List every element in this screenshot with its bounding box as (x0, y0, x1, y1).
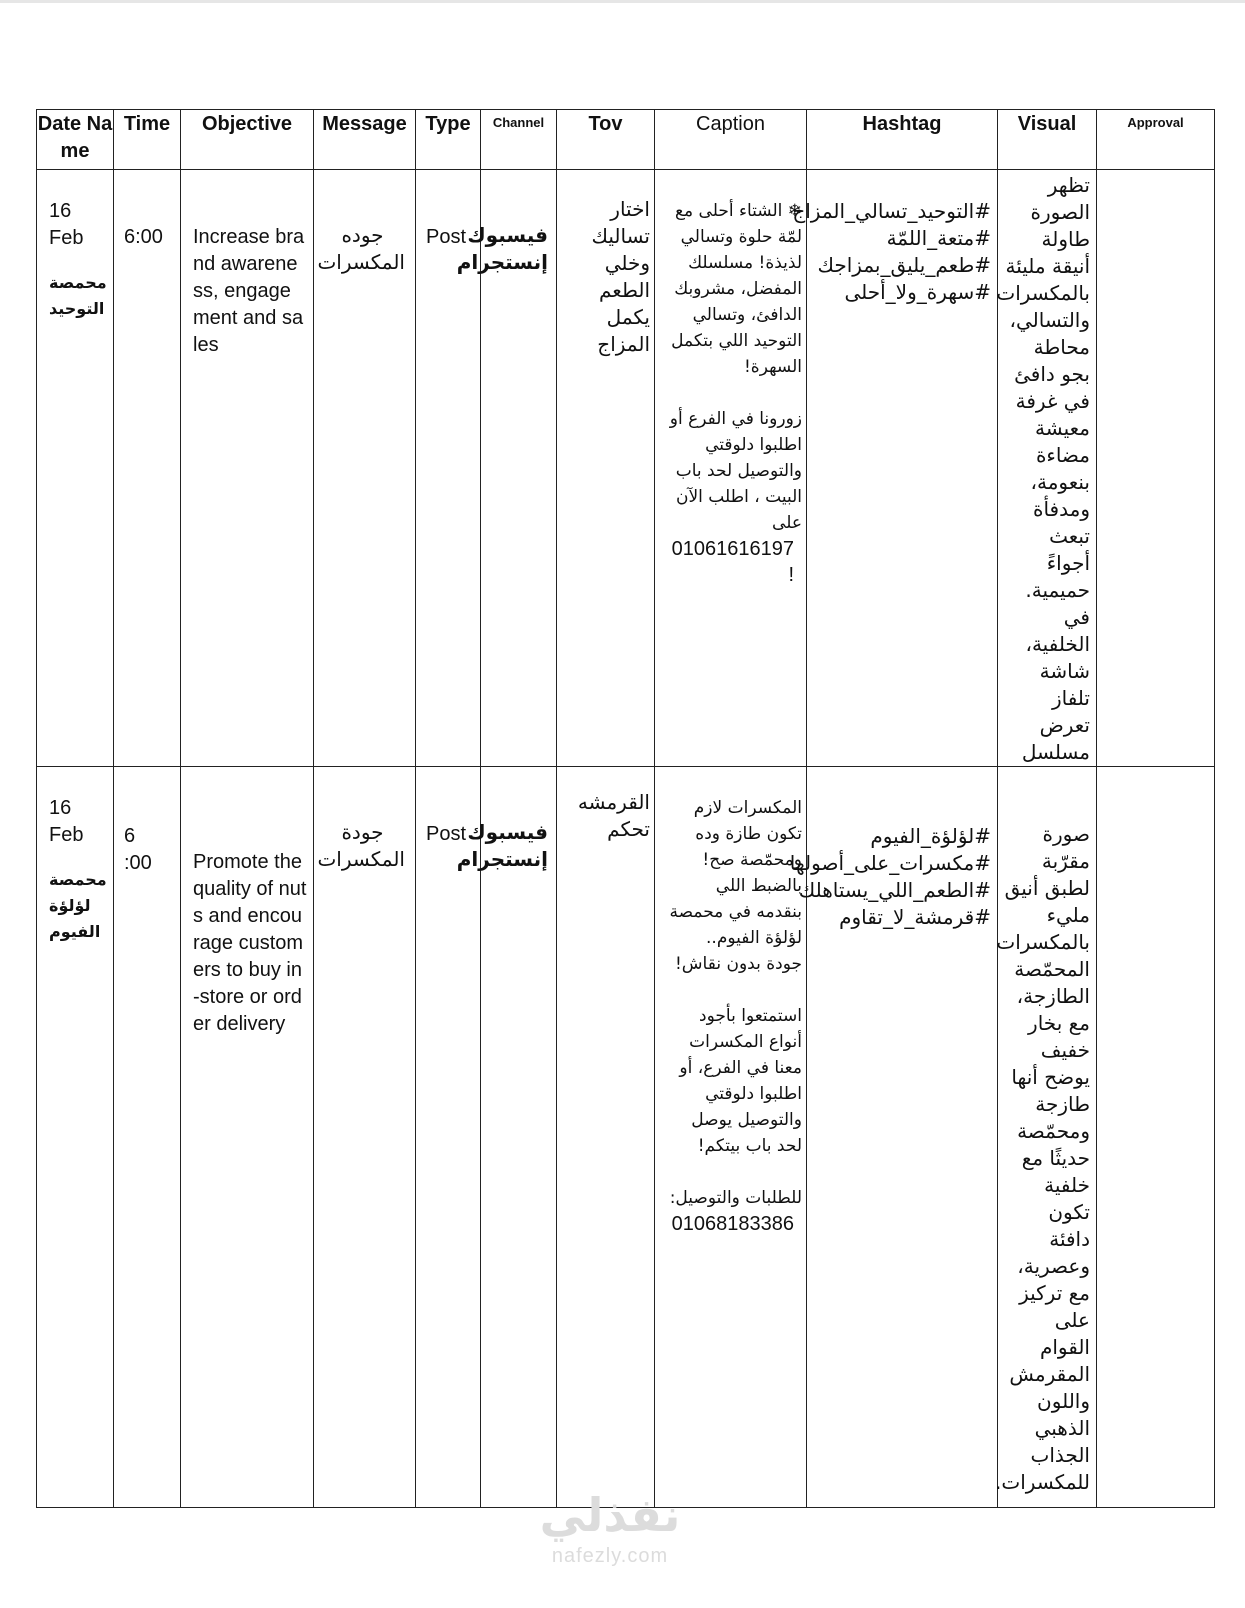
post-time: 6 :00 (124, 825, 152, 874)
post-hashtags: #لؤلؤة_الفيوم #مكسرات_على_أصولها #الطعم_اللي_يستاهلك #قرمشة_لا_تقاوم (789, 824, 991, 929)
post-message: جوده المكسرات (317, 223, 405, 274)
tov-cell (557, 170, 655, 767)
header-caption: Caption (655, 110, 807, 170)
post-tov: القرمشه تحكم (577, 790, 650, 841)
hashtag-cell (789, 767, 998, 1508)
top-border-line (0, 0, 1245, 3)
header-time: Time (114, 110, 181, 170)
post-hashtags: #التوحيد_تسالي_المزاج #متعة_اللمّة #طعم_يليق_بمزاجك #سهرة_ولا_أحلى (792, 199, 991, 304)
header-message: Message (314, 110, 416, 170)
channel-cell (456, 170, 557, 767)
header-visual: Visual (998, 110, 1097, 170)
header-row (37, 110, 1215, 170)
date-name-cell (37, 170, 114, 767)
post-date: 16 Feb (49, 797, 84, 846)
approval-cell (1097, 170, 1215, 767)
post-channel: فيسبوك إنستجرام (456, 223, 548, 274)
channel-cell (456, 767, 557, 1508)
objective-cell (181, 767, 314, 1508)
header-hashtag: Hashtag (807, 110, 998, 170)
caption-phone: 01061616197 ! (671, 538, 794, 586)
post-date: 16 Feb (49, 200, 84, 249)
post-channel: فيسبوك إنستجرام (456, 820, 548, 871)
visual-cell (998, 170, 1097, 767)
message-cell (314, 767, 416, 1508)
post-tov: اختار تساليك وخلي الطعم يكمل المزاج (591, 197, 650, 356)
watermark-arabic: نفذلي (539, 1488, 681, 1542)
header-channel: Channel (481, 110, 557, 170)
message-cell (314, 170, 416, 767)
post-message: جودة المكسرات (317, 820, 405, 871)
table-row (37, 767, 1215, 1508)
watermark-logo (520, 1486, 700, 1568)
time-cell (114, 767, 181, 1508)
post-type: Post (426, 823, 467, 845)
brand-name: محمصة لؤلؤة الفيوم (49, 870, 107, 941)
time-cell (114, 170, 181, 767)
post-caption: ❄ الشتاء أحلى مع لمّة حلوة وتسالي لذيذة! مسلسلك المفضل، مشروبك الدافئ، وتسالي التوحيد اللي بتكمل السهرة! زورونا في الفرع أو اطلبوا دلوقتي والتوصيل لحد باب البيت ، اطلب الآن على (669, 201, 802, 533)
visual-cell (995, 767, 1097, 1508)
header-type: Type (416, 110, 481, 170)
post-type: Post (426, 226, 467, 248)
objective-cell (181, 170, 314, 767)
watermark-latin: nafezly.com (551, 1545, 669, 1567)
header-tov: Tov (557, 110, 655, 170)
post-visual: تظهر الصورة طاولة أنيقة مليئة بالمكسرات والتسالي، محاطة بجو دافئ في غرفة معيشة مضاءة بنعومة، ومدفأة تبعث أجواءً حميمية. في الخلفية، شاشة تلفاز تعرض مسلسل (996, 173, 1090, 764)
type-cell (416, 767, 481, 1508)
header-date-name: Date Name (37, 110, 114, 170)
post-caption: المكسرات لازم تكون طازة وده ومحمّصة صح! بالضبط اللي بنقدمه في محمصة لؤلؤة الفيوم.. جودة بدون نقاش! استمتعوا بأجود أنواع المكسرات معنا في الفرع، أو اطلبوا دلوقتي والتوصيل يوصل لحد باب بيتكم! للطلبات والتوصيل: (669, 798, 802, 1208)
date-name-cell (37, 767, 114, 1508)
brand-name: محمصة التوحيد (49, 273, 107, 318)
caption-cell (655, 170, 807, 767)
header-approval: Approval (1097, 110, 1215, 170)
post-visual: صورة مقرّبة لطبق أنيق مليء بالمكسرات المحمّصة الطازجة، مع بخار خفيف يوضح أنها طازجة ومحمّصة حديثًا مع خلفية تكون دافئة وعصرية، مع تركيز على القوام المقرمش واللون الذهبي الجذاب للمكسرات. (995, 822, 1090, 1494)
hashtag-cell (792, 170, 998, 767)
tov-cell (557, 767, 655, 1508)
post-objective: Promote the quality of nuts and encourage customers to buy in-store or order delivery (193, 851, 307, 1035)
post-objective: Increase brand awareness, engagement and sales (193, 226, 305, 356)
content-plan-table (36, 109, 1215, 1508)
header-objective: Objective (181, 110, 314, 170)
approval-cell (1097, 767, 1215, 1508)
table-row (37, 170, 1215, 767)
caption-phone: 01068183386 (671, 1213, 794, 1235)
caption-cell (655, 767, 807, 1508)
post-time: 6:00 (124, 226, 163, 248)
